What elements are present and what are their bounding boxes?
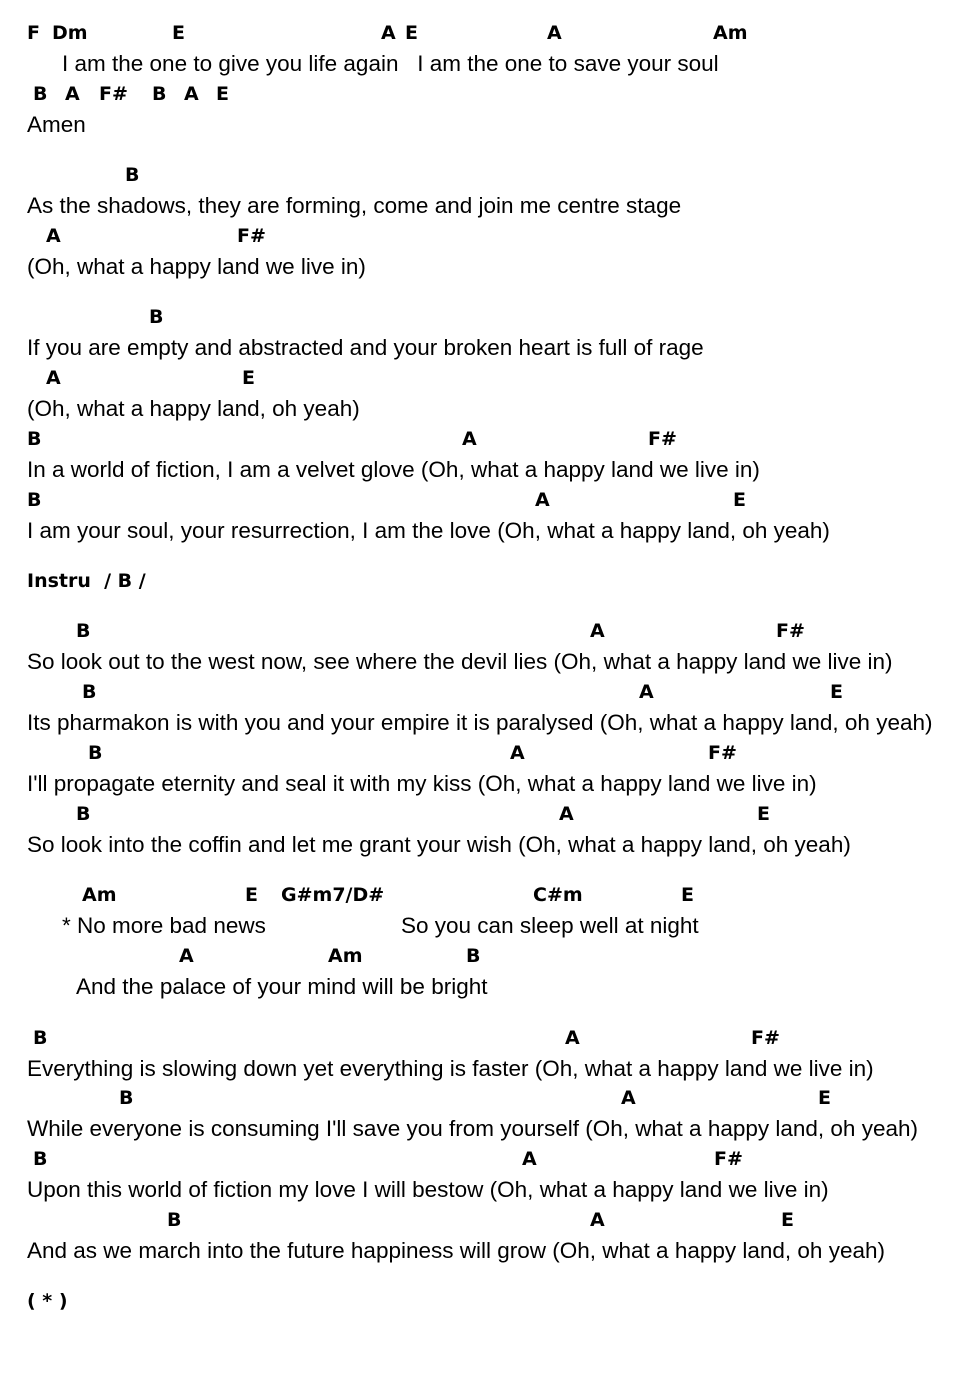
lyric-line: I am your soul, your resurrection, I am the love (Oh, what a happy land, oh yeah): [27, 518, 830, 543]
lyric-line: If you are empty and abstracted and your broken heart is full of rage: [27, 335, 704, 360]
lyric-line: So you can sleep well at night: [401, 913, 699, 938]
chord: E: [216, 83, 229, 105]
chord: E: [681, 884, 694, 906]
chord: A: [590, 620, 605, 642]
lyric-line: Its pharmakon is with you and your empire it is paralysed (Oh, what a happy land, oh yeah): [27, 710, 933, 735]
chord: B: [167, 1209, 182, 1231]
chord: A: [547, 22, 562, 44]
chord: F#: [714, 1148, 743, 1170]
chord: B: [149, 306, 164, 328]
lyric-line: And as we march into the future happiness will grow (Oh, what a happy land, oh yeah): [27, 1238, 885, 1263]
lyric-line: While everyone is consuming I'll save you from yourself (Oh, what a happy land, oh yeah): [27, 1116, 918, 1141]
lyric-line: So look into the coffin and let me grant your wish (Oh, what a happy land, oh yeah): [27, 832, 851, 857]
chord: B: [119, 1087, 134, 1109]
chord: B: [82, 681, 97, 703]
chord: A: [184, 83, 199, 105]
chord: B: [33, 83, 48, 105]
chord: E: [733, 489, 746, 511]
chord: E: [818, 1087, 831, 1109]
chord: B: [33, 1027, 48, 1049]
chord: A: [46, 225, 61, 247]
chord: A: [381, 22, 396, 44]
chord: E: [245, 884, 258, 906]
lyric-line: And the palace of your mind will be bright: [76, 974, 488, 999]
lyric-line: I'll propagate eternity and seal it with my kiss (Oh, what a happy land we live in): [27, 771, 817, 796]
chord: F#: [648, 428, 677, 450]
chord: A: [522, 1148, 537, 1170]
chord: B: [88, 742, 103, 764]
chord: B: [152, 83, 167, 105]
chord: Dm: [52, 22, 88, 44]
chord: A: [535, 489, 550, 511]
chord: B: [125, 164, 140, 186]
instrumental-label: Instru / B /: [27, 570, 146, 592]
lyric-line: Upon this world of fiction my love I will bestow (Oh, what a happy land we live in): [27, 1177, 829, 1202]
chord: E: [405, 22, 418, 44]
lyric-line: Everything is slowing down yet everything is faster (Oh, what a happy land we live in): [27, 1056, 874, 1081]
chord: F#: [99, 83, 128, 105]
chord: E: [781, 1209, 794, 1231]
lyric-line: * No more bad news: [62, 913, 266, 938]
chord: Am: [328, 945, 363, 967]
lyric-line: (Oh, what a happy land, oh yeah): [27, 396, 360, 421]
chord: B: [33, 1148, 48, 1170]
lyric-line: As the shadows, they are forming, come and join me centre stage: [27, 193, 682, 218]
lyric-line: So look out to the west now, see where the devil lies (Oh, what a happy land we live in): [27, 649, 893, 674]
chord: B: [27, 489, 42, 511]
chord: A: [179, 945, 194, 967]
chord: A: [565, 1027, 580, 1049]
chord: C#m: [533, 884, 583, 906]
chord: A: [462, 428, 477, 450]
chord: E: [242, 367, 255, 389]
chord: F: [27, 22, 40, 44]
chord: A: [510, 742, 525, 764]
lyric-line: Amen: [27, 112, 86, 137]
lyric-line: In a world of fiction, I am a velvet glove (Oh, what a happy land we live in): [27, 457, 760, 482]
chord: Am: [82, 884, 117, 906]
chord: F#: [776, 620, 805, 642]
lyric-line: (Oh, what a happy land we live in): [27, 254, 366, 279]
repeat-chorus-mark: ( * ): [27, 1290, 68, 1312]
chord: E: [830, 681, 843, 703]
chord: A: [559, 803, 574, 825]
chord: A: [65, 83, 80, 105]
chord: A: [621, 1087, 636, 1109]
chord: A: [46, 367, 61, 389]
chord: B: [76, 803, 91, 825]
chord: B: [76, 620, 91, 642]
chord: E: [172, 22, 185, 44]
chord: B: [27, 428, 42, 450]
chord: F#: [751, 1027, 780, 1049]
chord: G#m7/D#: [281, 884, 385, 906]
chord: A: [590, 1209, 605, 1231]
chord: Am: [713, 22, 748, 44]
chord: F#: [237, 225, 266, 247]
chord: A: [639, 681, 654, 703]
lyric-line: I am the one to give you life again I am the one to save your soul: [62, 51, 719, 76]
chord: B: [466, 945, 481, 967]
chord: F#: [708, 742, 737, 764]
chord: E: [757, 803, 770, 825]
